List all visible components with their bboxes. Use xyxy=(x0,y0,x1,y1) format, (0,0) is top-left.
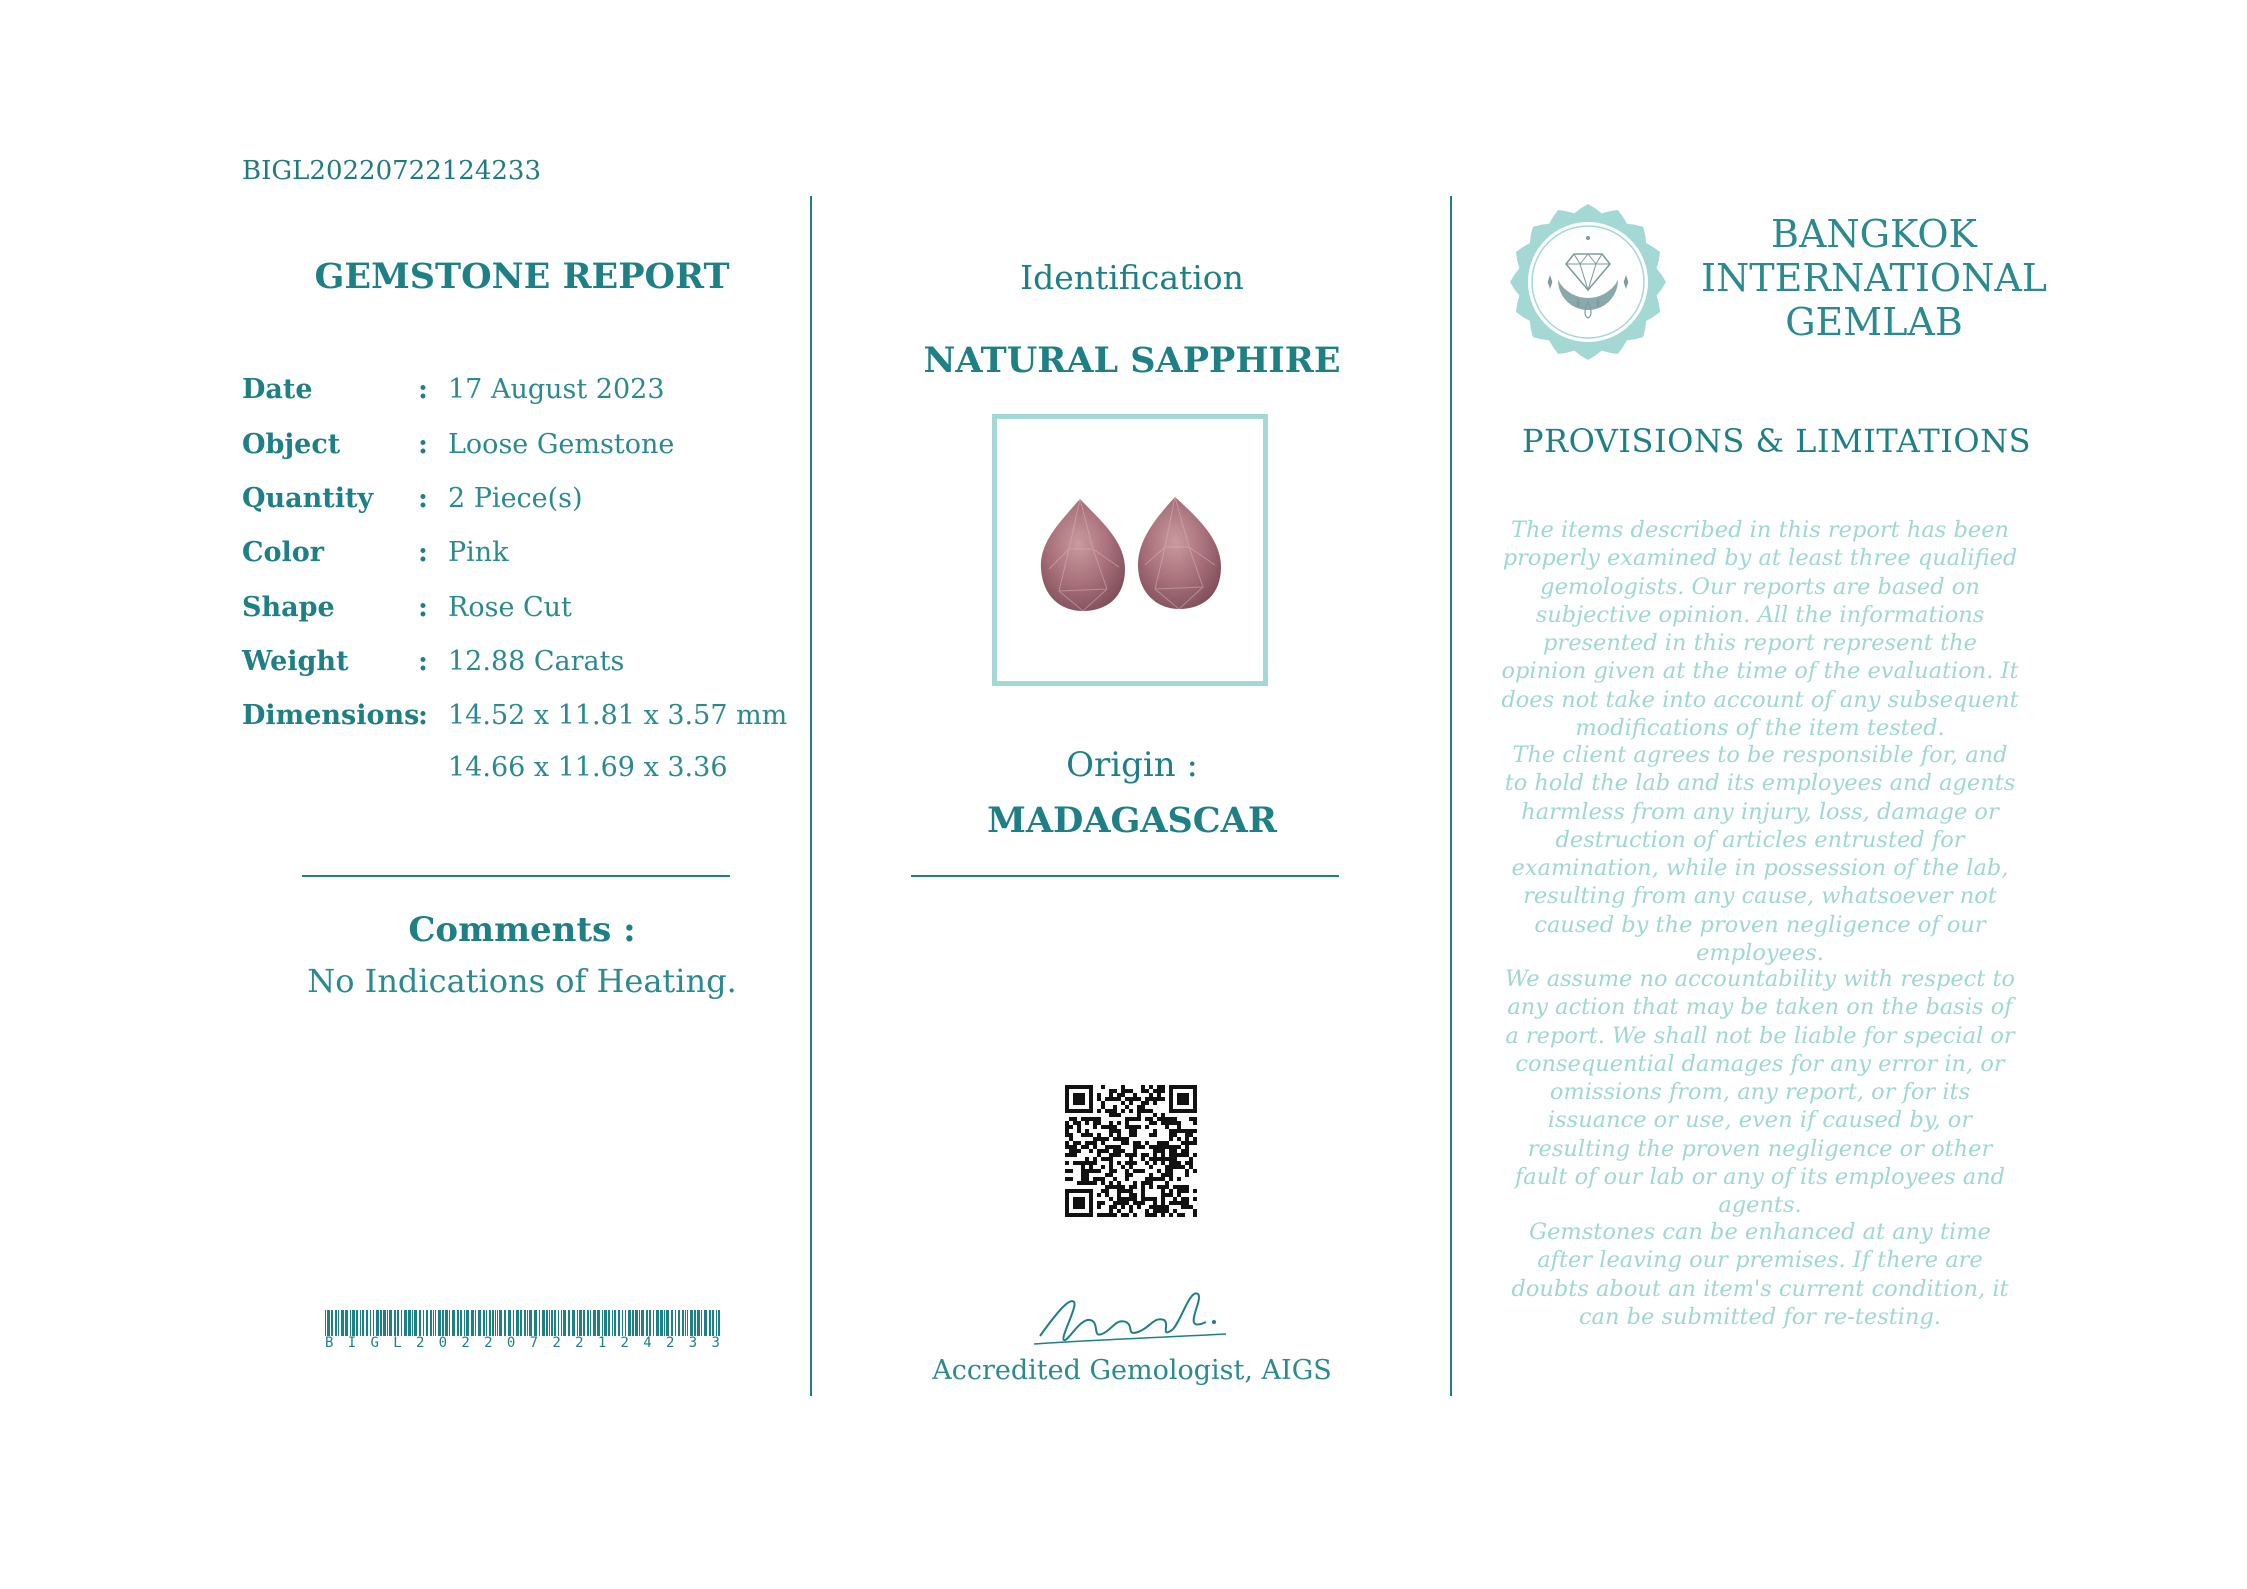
comments-text: No Indications of Heating. xyxy=(307,962,737,1000)
field-row-object xyxy=(242,424,674,464)
field-value: 12.88 Carats xyxy=(448,645,625,677)
field-label: Object xyxy=(242,428,341,460)
barcode-char: 2 xyxy=(666,1335,675,1351)
gemstone-photo-frame xyxy=(992,414,1268,686)
lab-name xyxy=(1700,212,2048,344)
field-row-date xyxy=(242,369,665,409)
barcode-char: 2 xyxy=(461,1335,470,1351)
field-label: Dimensions xyxy=(242,699,420,731)
field-value: Pink xyxy=(448,536,509,568)
qr-code-icon[interactable] xyxy=(1065,1085,1197,1217)
barcode-char: 4 xyxy=(643,1335,652,1351)
field-label: Shape xyxy=(242,591,335,623)
barcode-char: 2 xyxy=(620,1335,629,1351)
origin-label: Origin : xyxy=(1066,745,1198,785)
field-label: Weight xyxy=(242,645,349,677)
field-label: Quantity xyxy=(242,482,374,514)
barcode-char: 1 xyxy=(597,1335,607,1351)
barcode-char: I xyxy=(347,1335,357,1351)
field-value: Rose Cut xyxy=(448,591,572,623)
barcode-char: 2 xyxy=(415,1335,425,1351)
barcode-char: 3 xyxy=(688,1335,698,1351)
field-colon: : xyxy=(418,645,428,677)
gemologist-title: Accredited Gemologist, AIGS xyxy=(932,1355,1332,1386)
barcode-char: B xyxy=(325,1335,334,1351)
identification-label: Identification xyxy=(1020,258,1244,297)
provisions-title: PROVISIONS & LIMITATIONS xyxy=(1522,422,2031,460)
lab-name-line: BANGKOK xyxy=(1771,212,1977,256)
field-colon: : xyxy=(418,591,428,623)
dimensions-second-stone: 14.66 x 11.69 x 3.36 xyxy=(448,752,728,783)
origin-value: MADAGASCAR xyxy=(987,800,1277,841)
field-colon: : xyxy=(418,428,428,460)
field-value: Loose Gemstone xyxy=(448,428,675,460)
barcode-char: L xyxy=(393,1335,402,1351)
lab-seal-logo xyxy=(1508,202,1668,362)
lab-name-line: GEMLAB xyxy=(1785,300,1963,344)
field-row-quantity xyxy=(242,478,583,518)
lab-name-line: INTERNATIONAL xyxy=(1700,256,2047,300)
field-colon: : xyxy=(418,536,428,568)
field-row-color xyxy=(242,532,509,572)
field-colon: : xyxy=(418,482,428,514)
field-row-dimensions xyxy=(242,695,787,735)
signature xyxy=(1030,1278,1230,1354)
gemstone-photo xyxy=(997,419,1263,681)
barcode-char: 0 xyxy=(438,1335,448,1351)
barcode-char: 2 xyxy=(552,1335,561,1351)
barcode-char: 2 xyxy=(575,1335,584,1351)
provision-paragraph: The items described in this report has been properly examined by at least three qualified gemologists. Our reports are based on subjective opinion. All the informations presented in this report represent the opinion given at the time of the evaluation. It does not take into account of any subsequent modifications of the item tested. xyxy=(1501,517,2019,742)
field-value: 14.52 x 11.81 x 3.57 mm xyxy=(448,699,788,731)
field-value: 17 August 2023 xyxy=(448,373,665,405)
barcode-char: 2 xyxy=(484,1335,493,1351)
barcode-char: G xyxy=(370,1335,379,1351)
barcode-caption xyxy=(325,1335,720,1351)
divider-rule xyxy=(911,875,1339,877)
provision-paragraph: We assume no accountability with respect to any action that may be taken on the basis of a report. We shall not be liable for special or consequential damages for any error in, or omissions from, any report, or for its issuance or use, even if caused by, or resulting the proven negligence or other fault of our lab or any of its employees and agents. xyxy=(1504,966,2016,1219)
identification-value: NATURAL SAPPHIRE xyxy=(923,340,1341,381)
gemstone-icon xyxy=(1041,499,1125,611)
provision-paragraph: The client agrees to be responsible for, and to hold the lab and its employees and agents harmless from any injury, loss, damage or destruction of articles entrusted for examination, while in possession of the lab, resulting from any cause, whatsoever not caused by the proven negligence of our employees. xyxy=(1504,742,2016,967)
field-label: Date xyxy=(242,373,313,405)
field-row-weight xyxy=(242,641,624,681)
report-title: GEMSTONE REPORT xyxy=(314,256,730,297)
divider-rule xyxy=(302,875,730,877)
comments-title: Comments : xyxy=(408,910,636,950)
field-row-shape xyxy=(242,587,572,627)
barcode-char: 3 xyxy=(711,1335,720,1351)
field-colon: : xyxy=(418,699,428,731)
field-colon: : xyxy=(418,373,428,405)
field-value: 2 Piece(s) xyxy=(448,482,583,514)
barcode-char: 7 xyxy=(529,1335,539,1351)
provision-paragraph: Gemstones can be enhanced at any time after leaving our premises. If there are doubts about an item's current condition, it can be submitted for re-testing. xyxy=(1511,1219,2009,1330)
field-label: Color xyxy=(242,536,324,568)
barcode-char: 0 xyxy=(506,1335,516,1351)
gemstone-icon xyxy=(1138,497,1221,609)
report-number: BIGL20220722124233 xyxy=(242,156,541,186)
